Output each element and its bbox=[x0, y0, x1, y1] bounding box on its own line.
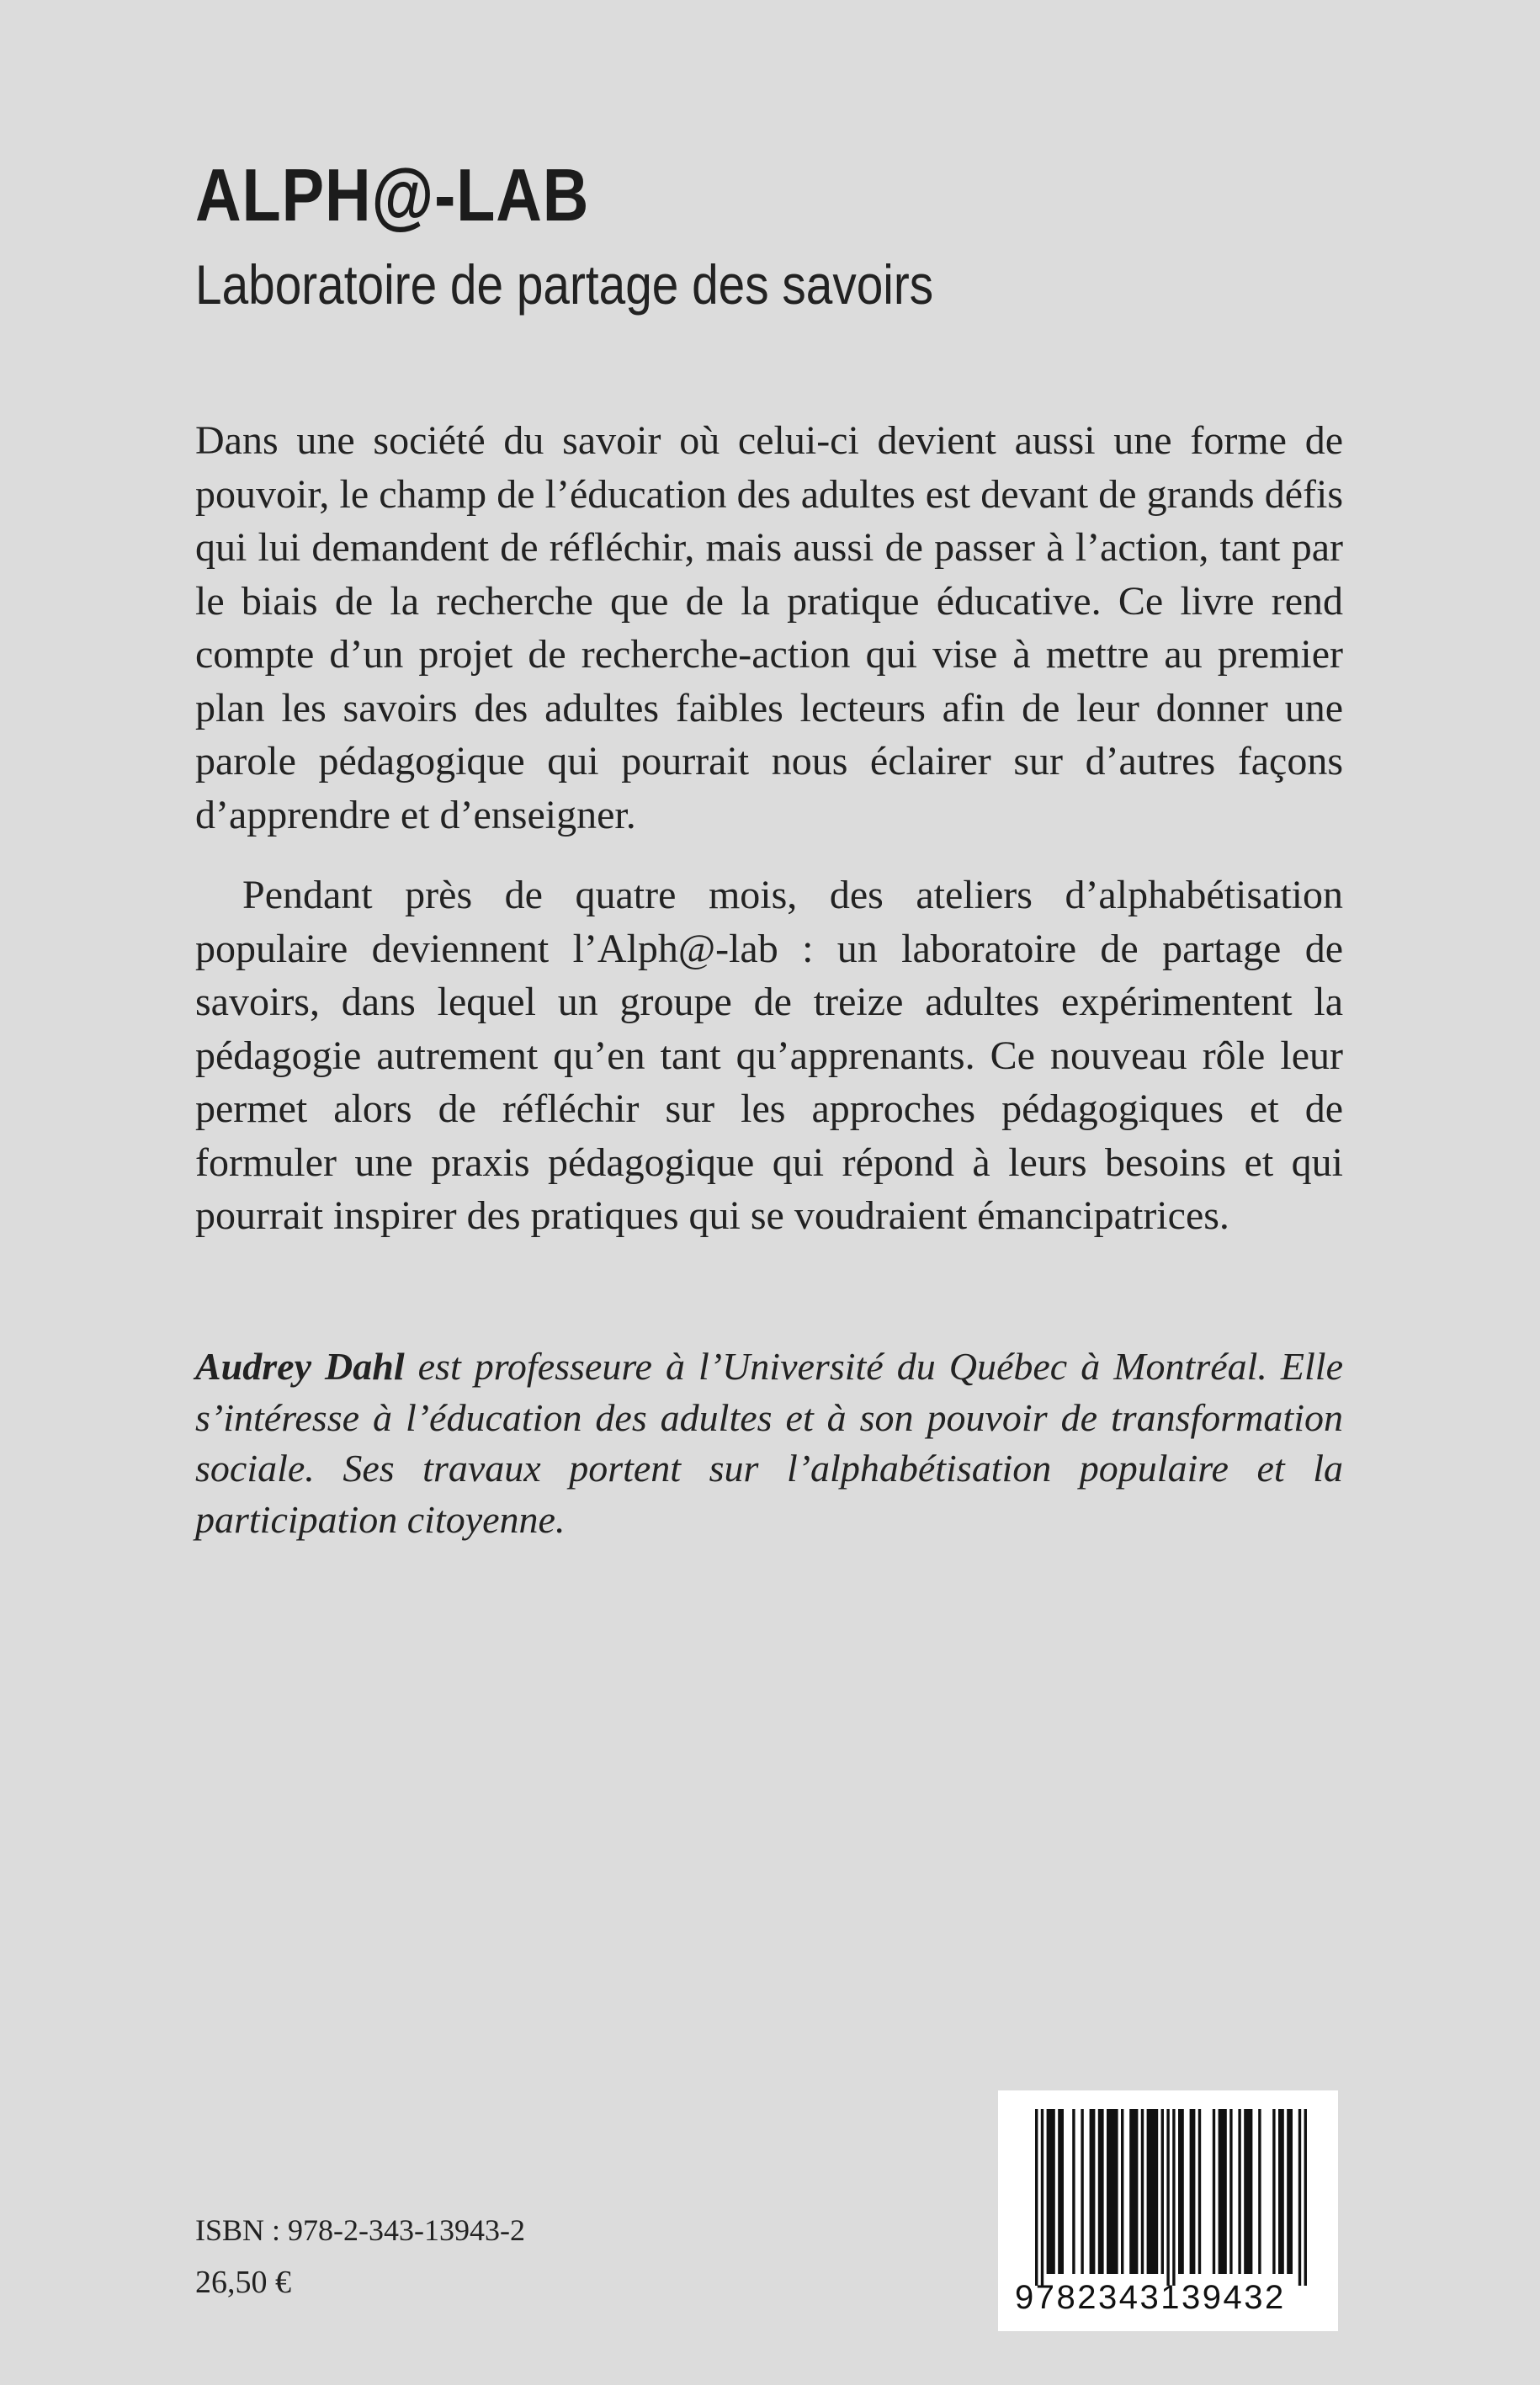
barcode-bar-26 bbox=[1278, 2109, 1284, 2274]
barcode-bar-25 bbox=[1272, 2109, 1275, 2274]
barcode-bar-15 bbox=[1172, 2109, 1175, 2286]
blurb-paragraph-2: Pendant près de quatre mois, des ateliers d’alphabétisation populaire deviennent l’Alph@-lab : un laboratoire de partage de savoirs, dans lequel un groupe de treize adultes expérimentent la pédagogie autrement qu’en tant qu’apprenants. Ce nouveau rôle leur permet alors de réfléchir sur les approches pédagogiques et de formuler une praxis pédagogique qui répond à leurs besoins et qui pourrait inspirer des pratiques qui se voudraient émancipatrices. bbox=[195, 873, 1343, 1238]
barcode-bar-14 bbox=[1166, 2109, 1169, 2286]
barcode-bar-18 bbox=[1198, 2109, 1201, 2274]
barcode-bar-16 bbox=[1178, 2109, 1184, 2274]
barcode-bar-21 bbox=[1229, 2109, 1232, 2274]
barcode-bar-29 bbox=[1304, 2109, 1307, 2286]
barcode-bar-20 bbox=[1219, 2109, 1227, 2274]
barcode-bar-4 bbox=[1072, 2109, 1075, 2274]
barcode-bar-24 bbox=[1258, 2109, 1261, 2274]
author-name: Audrey Dahl bbox=[195, 1345, 405, 1388]
barcode-bar-1 bbox=[1041, 2109, 1043, 2286]
isbn: ISBN : 978-2-343-13943-2 bbox=[195, 2213, 525, 2247]
barcode-bar-7 bbox=[1098, 2109, 1104, 2274]
barcode-bar-6 bbox=[1090, 2109, 1096, 2274]
barcode-bar-11 bbox=[1141, 2109, 1144, 2274]
barcode-bar-2 bbox=[1047, 2109, 1055, 2274]
barcode-bar-13 bbox=[1161, 2109, 1164, 2274]
barcode-number: 9782343139432 bbox=[1015, 2279, 1286, 2316]
barcode-bar-10 bbox=[1129, 2109, 1138, 2274]
barcode-bar-8 bbox=[1107, 2109, 1118, 2274]
barcode-bar-3 bbox=[1058, 2109, 1064, 2274]
barcode-bar-17 bbox=[1190, 2109, 1196, 2274]
barcode-bar-19 bbox=[1213, 2109, 1215, 2274]
barcode-bar-23 bbox=[1244, 2109, 1252, 2274]
book-title: ALPH@-LAB bbox=[195, 153, 590, 236]
barcode-bar-0 bbox=[1035, 2109, 1038, 2286]
barcode-bar-22 bbox=[1238, 2109, 1240, 2274]
price: 26,50 € bbox=[195, 2265, 291, 2300]
barcode-bar-12 bbox=[1147, 2109, 1159, 2274]
barcode-bar-9 bbox=[1121, 2109, 1123, 2274]
barcode-bar-27 bbox=[1287, 2109, 1293, 2274]
barcode bbox=[998, 2090, 1338, 2331]
blurb-paragraph-1: Dans une société du savoir où celui-ci devient aussi une forme de pouvoir, le champ de l’éducation des adultes est devant de grands défis qui lui demandent de réfléchir, mais aussi de passer à l’action, tant par le biais de la recherche que de la pratique éducative. Ce livre rend compte d’un projet de recherche-action qui vise à mettre au premier plan les savoirs des adultes faibles lecteurs afin de leur donner une parole pédagogique qui pourrait nous éclairer sur d’autres façons d’apprendre et d’enseigner. bbox=[195, 418, 1343, 837]
barcode-bar-28 bbox=[1298, 2109, 1301, 2286]
barcode-bar-5 bbox=[1081, 2109, 1083, 2274]
author-bio-text: est professeure à l’Université du Québec à Montréal. Elle s’intéresse à l’éducation des adultes et à son pouvoir de transformation sociale. Ses travaux portent sur l’alphabétisation populaire et la participation citoyenne. bbox=[195, 1345, 1344, 1541]
author-bio bbox=[195, 1341, 1343, 1545]
blurb bbox=[195, 414, 1343, 1243]
book-subtitle: Laboratoire de partage des savoirs bbox=[195, 253, 934, 316]
